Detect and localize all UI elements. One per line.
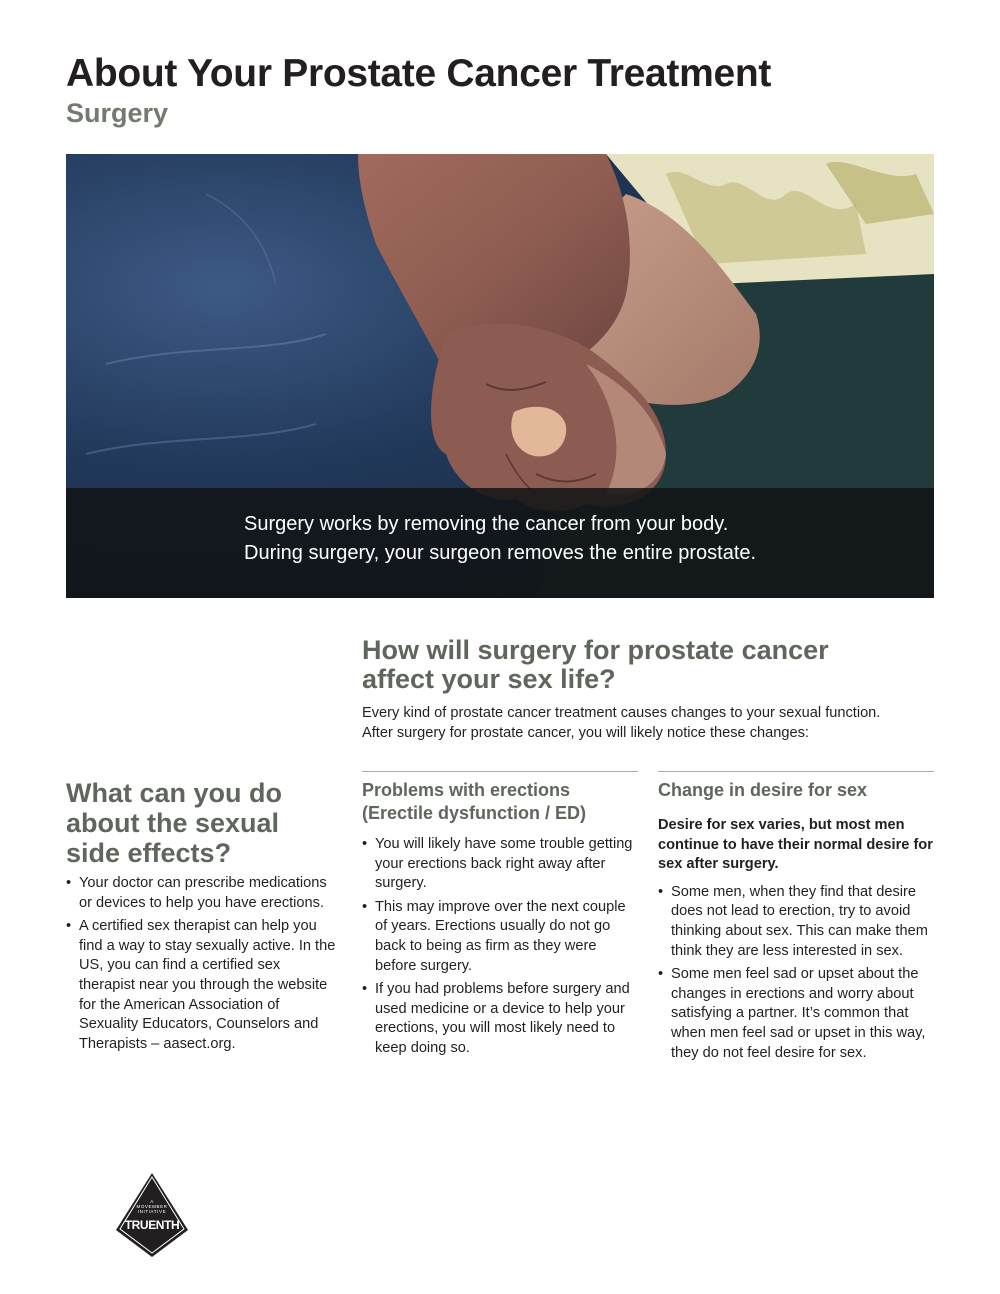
bullet-list	[362, 835, 638, 1059]
column-lead: Desire for sex varies, but most men continue to have their normal desire for sex after surgery.	[658, 817, 933, 873]
column-erections	[362, 771, 638, 1063]
hero-caption	[244, 510, 904, 568]
list-item: • Your doctor can prescribe medications or devices to help you have erections.	[66, 874, 340, 913]
page-title: About Your Prostate Cancer Treatment	[66, 52, 772, 95]
column-heading-what-can-you-do	[66, 778, 340, 868]
logo-diamond-icon	[114, 1172, 190, 1258]
section-heading-line-2: affect your sex life?	[362, 664, 616, 694]
logo-line-1: A	[150, 1199, 154, 1204]
hero-illustration	[66, 154, 934, 598]
list-item: • This may improve over the next couple of years. Erections usually do not go back to being as firm as they were before surgery.	[362, 898, 638, 976]
bullet-list	[658, 883, 934, 1063]
caption-line-1: Surgery works by removing the cancer from your body.	[244, 513, 729, 535]
logo-brand: TRUENTH	[124, 1218, 180, 1232]
section-heading	[362, 636, 932, 694]
column-heading-erections	[362, 772, 638, 825]
list-item: • If you had problems before surgery and used medicine or a device to help your erections, you will most likely need to keep doing so.	[362, 980, 638, 1058]
section-intro-line-1: Every kind of prostate cancer treatment causes changes to your sexual function.	[362, 705, 881, 721]
list-item: • Some men, when they find that desire does not lead to erection, try to avoid thinking about sex. This can make them think they are less interested in sex.	[658, 883, 934, 961]
heading-line: side effects?	[66, 838, 232, 868]
column-desire	[658, 771, 934, 1067]
section-intro-line-2: After surgery for prostate cancer, you will likely notice these changes:	[362, 725, 809, 741]
list-item: • You will likely have some trouble getting your erections back right away after surgery.	[362, 835, 638, 894]
section-heading-line-1: How will surgery for prostate cancer	[362, 635, 829, 665]
list-item: • Some men feel sad or upset about the changes in erections and worry about satisfying a partner. It’s common that when men feel sad or upset in this way, they do not feel desire for sex.	[658, 965, 934, 1063]
bullet-list	[66, 874, 340, 1054]
logo-line-2: MOVEMBER	[136, 1204, 168, 1209]
page-subtitle: Surgery	[66, 98, 169, 128]
heading-line: What can you do	[66, 778, 282, 808]
logo-line-3: INITIATIVE	[137, 1209, 167, 1214]
heading-line: (Erectile dysfunction / ED)	[362, 803, 587, 823]
column-heading-desire: Change in desire for sex	[658, 780, 868, 800]
truenth-logo	[114, 1172, 190, 1258]
list-item: • A certified sex therapist can help you find a way to stay sexually active. In the US, you can find a certified sex therapist near you through the website for the American Association of Sexuality Educators, Counselors and Therapists – aasect.org.	[66, 917, 340, 1054]
column-what-can-you-do	[66, 778, 340, 1058]
heading-line: about the sexual	[66, 808, 280, 838]
section-intro	[362, 703, 942, 743]
heading-line: Problems with erections	[362, 780, 571, 800]
caption-line-2: During surgery, your surgeon removes the entire prostate.	[244, 542, 757, 564]
